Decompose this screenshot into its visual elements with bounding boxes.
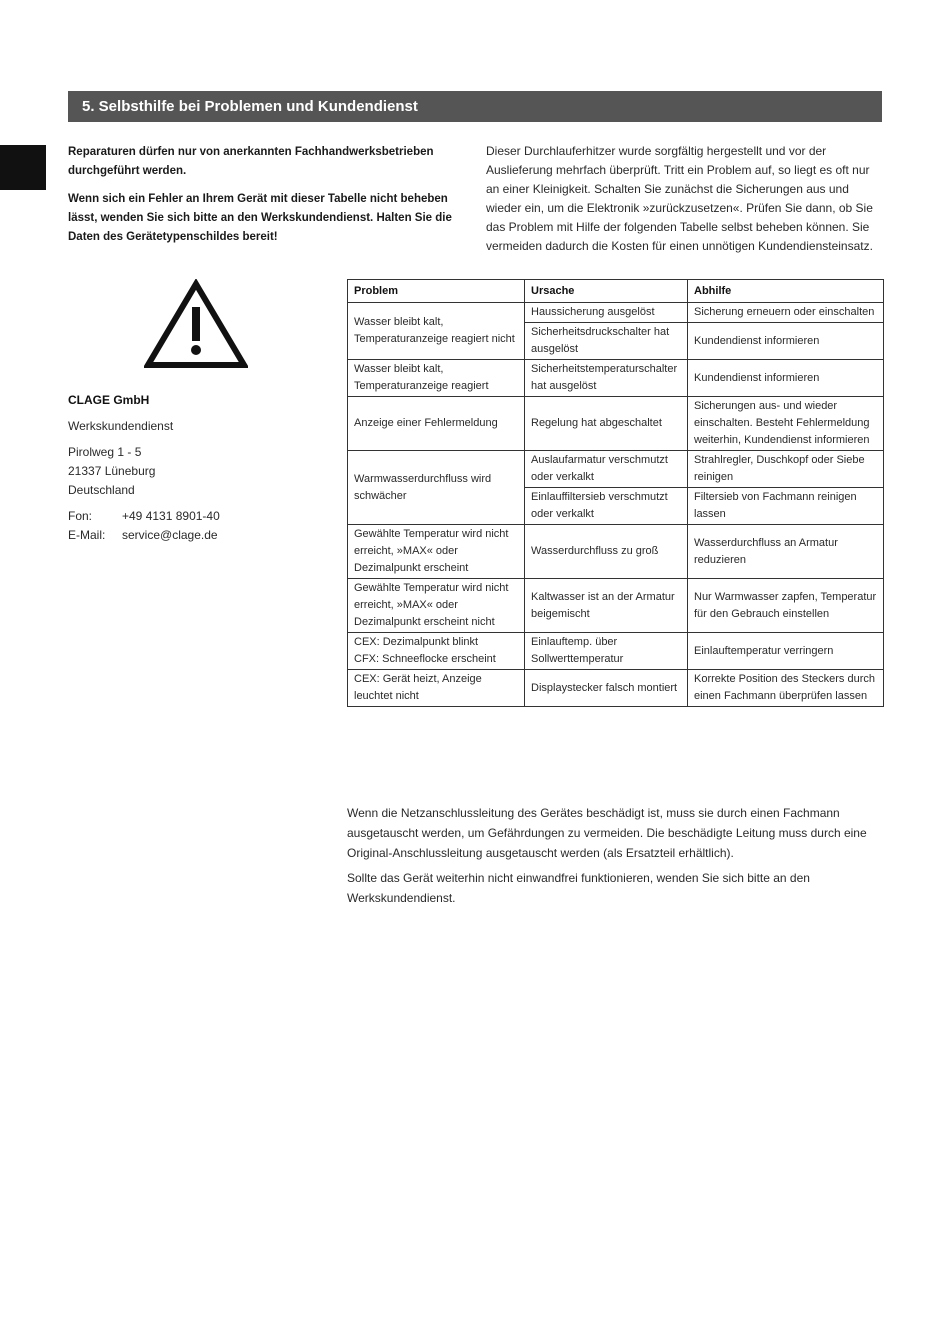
remedy-cell: Sicherung erneuern oder einschalten [688,303,884,323]
chapter-tab-marker [0,145,46,190]
cause-cell: Regelung hat abgeschaltet [525,397,688,451]
warning-triangle-icon [144,279,248,369]
table-row [348,670,884,707]
remedy-cell: Korrekte Position des Steckers durch einen Fachmann überprüfen lassen [688,670,884,707]
email-address: service@clage.de [122,528,218,542]
street: Pirolweg 1 - 5 [68,445,142,459]
table-row [348,451,884,488]
table-row [348,397,884,451]
remedy-cell: Wasserdurchfluss an Armatur reduzieren [688,525,884,579]
remedy-cell: Strahlregler, Duschkopf oder Siebe reinigen [688,451,884,488]
header-remedy: Abhilfe [688,280,884,303]
cause-cell: Einlauffiltersieb verschmutzt oder verkalkt [525,488,688,525]
table-row [348,360,884,397]
contact-block [68,391,328,545]
header-problem: Problem [348,280,525,303]
table-row [348,303,884,323]
table-header-row [348,280,884,303]
service-hint: Sollte das Gerät weiterhin nicht einwandfrei funktionieren, wenden Sie sich bitte an den Werkskundendienst. [347,871,810,905]
remedy-cell: Kundendienst informieren [688,360,884,397]
remedy-cell: Filtersieb von Fachmann reinigen lassen [688,488,884,525]
cause-cell: Haussicherung ausgelöst [525,303,688,323]
problem-cell: Warmwasserdurchfluss wird schwächer [348,451,525,525]
phone-number: +49 4131 8901-40 [122,509,220,523]
table-row [348,579,884,633]
troubleshooting-table [347,279,884,707]
right-intro [486,142,884,256]
email-label: E-Mail: [68,528,106,542]
email-row [68,526,328,545]
cause-cell: Einlauftemp. über Sollwerttemperatur [525,633,688,670]
cable-notice-block [347,803,867,913]
remedy-cell: Nur Warmwasser zapfen, Temperatur für den Gebrauch einstellen [688,579,884,633]
repair-notice: Reparaturen dürfen nur von anerkannten Fachhandwerksbetrieben durchgeführt werden. [68,146,434,177]
problem-cell: Gewählte Temperatur wird nicht erreicht, »MAX« oder Dezimalpunkt erscheint [348,525,525,579]
cause-cell: Displaystecker falsch montiert [525,670,688,707]
city: 21337 Lüneburg [68,464,156,478]
remedy-cell: Einlauftemperatur verringern [688,633,884,670]
department: Werkskundendienst [68,419,174,433]
table-row [348,525,884,579]
problem-cell [348,633,525,670]
remedy-cell: Kundendienst informieren [688,323,884,360]
problem-cell: CEX: Gerät heizt, Anzeige leuchtet nicht [348,670,525,707]
service-notice: Wenn sich ein Fehler an Ihrem Gerät mit dieser Tabelle nicht beheben lässt, wenden Sie sich bitte an den Werkskundendienst. Halten Sie die Daten des Gerätetypenschildes bereit! [68,193,452,243]
country: Deutschland [68,483,135,497]
table-row [348,633,884,670]
cause-cell: Auslaufarmatur verschmutzt oder verkalkt [525,451,688,488]
problem-line-cfx: CFX: Schneeflocke erscheint [354,653,496,665]
header-cause: Ursache [525,280,688,303]
cause-cell: Sicherheitsdruckschalter hat ausgelöst [525,323,688,360]
problem-cell: Anzeige einer Fehlermeldung [348,397,525,451]
cable-notice: Wenn die Netzanschlussleitung des Gerätes beschädigt ist, muss sie durch einen Fachmann ausgetauscht werden, um Gefährdungen zu vermeiden. Die beschädigte Leitung muss durch eine Original-Anschlussleitung ausgetauscht werden (als Ersatzteil erhältlich). [347,806,867,860]
company-name: CLAGE GmbH [68,393,150,407]
address [68,443,328,500]
cause-cell: Kaltwasser ist an der Armatur beigemischt [525,579,688,633]
intro-paragraph: Dieser Durchlauferhitzer wurde sorgfältig hergestellt und vor der Auslieferung mehrfach überprüft. Tritt ein Problem auf, so liegt es oft nur an einer Kleinigkeit. Schalten Sie zunächst die Sicherungen aus und wieder ein, um die Elektronik »zurückzusetzen«. Prüfen Sie dann, ob Sie das Problem mit Hilfe der folgenden Tabelle selbst beheben können. Sie vermeiden dadurch die Kosten für einen unnötigen Kundendiensteinsatz. [486,144,873,253]
problem-cell: Wasser bleibt kalt, Temperaturanzeige reagiert [348,360,525,397]
problem-line-cex: CEX: Dezimalpunkt blinkt [354,636,479,648]
phone-row [68,507,328,526]
cause-cell: Wasserdurchfluss zu groß [525,525,688,579]
phone-label: Fon: [68,509,93,523]
problem-cell: Wasser bleibt kalt, Temperaturanzeige reagiert nicht [348,303,525,360]
problem-cell: Gewählte Temperatur wird nicht erreicht, »MAX« oder Dezimalpunkt erscheint nicht [348,579,525,633]
left-intro [68,143,458,256]
section-title: 5. Selbsthilfe bei Problemen und Kundendienst [68,91,882,122]
cause-cell: Sicherheitstemperaturschalter hat ausgelöst [525,360,688,397]
remedy-cell: Sicherungen aus- und wieder einschalten. Besteht Fehlermeldung weiterhin, Kundendienst informieren [688,397,884,451]
